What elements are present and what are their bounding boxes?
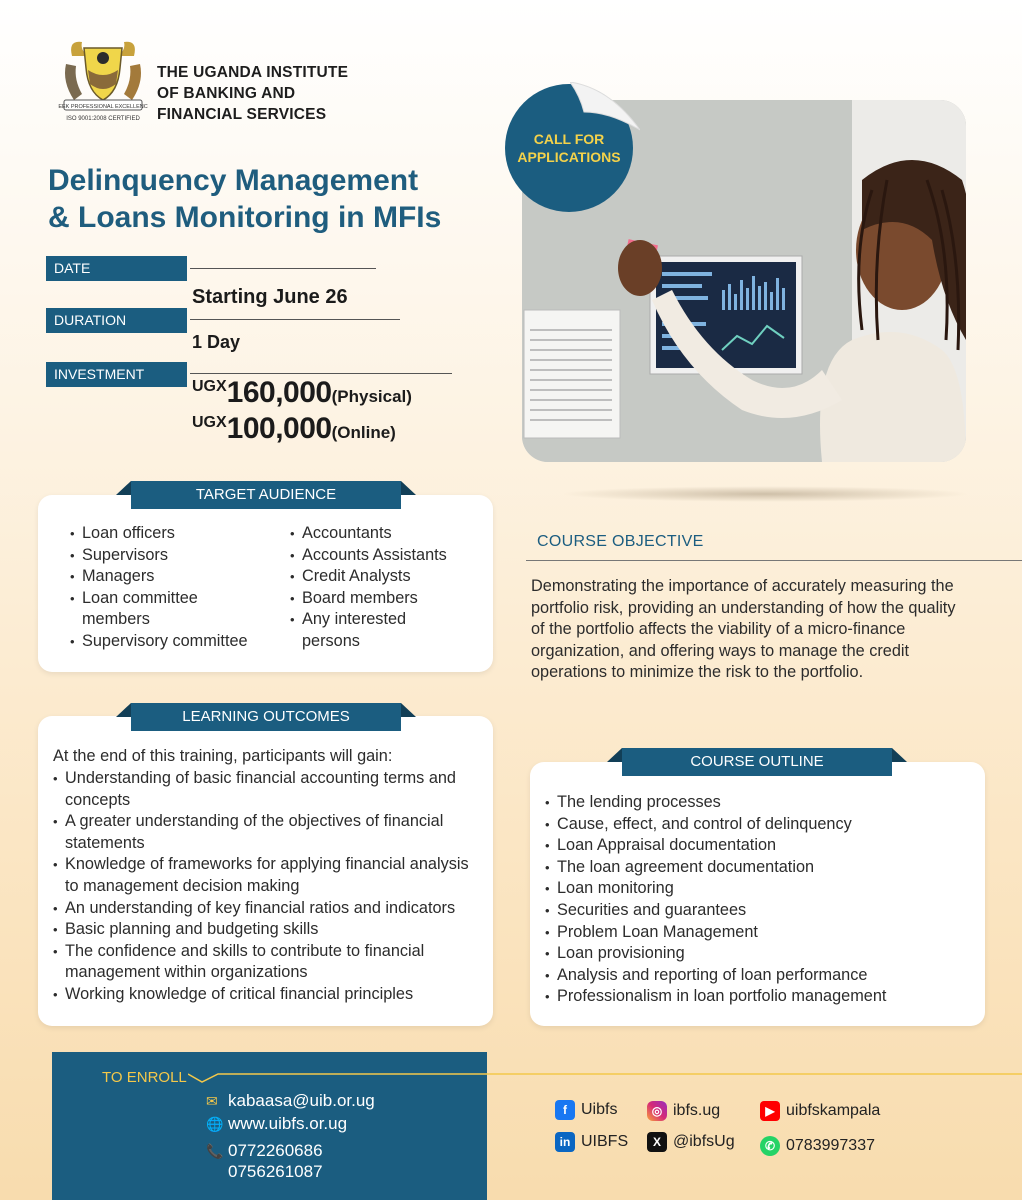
website-text[interactable]: www.uibfs.or.ug xyxy=(228,1114,348,1133)
list-item: • Accounts Assistants xyxy=(290,545,470,567)
enroll-divider xyxy=(188,1070,1022,1084)
list-item: • Analysis and reporting of loan performance xyxy=(545,965,965,987)
phone-text-1[interactable]: 0772260686 xyxy=(228,1141,323,1160)
ribbon-fold xyxy=(892,748,907,762)
website-contact[interactable] xyxy=(206,1114,347,1134)
list-item: • The lending processes xyxy=(545,792,965,814)
phone-contact-2[interactable] xyxy=(228,1162,323,1182)
list-item: • Loan officers xyxy=(70,523,270,545)
duration-label: DURATION xyxy=(46,308,187,333)
list-item: • Knowledge of frameworks for applying financial analysis to management decision making xyxy=(53,854,483,897)
page-curl-icon xyxy=(570,82,640,132)
email-icon: ✉ xyxy=(206,1093,218,1109)
iso-certification: ISO 9001:2008 CERTIFIED xyxy=(66,116,140,122)
price-mode: (Online) xyxy=(331,423,396,442)
ribbon-fold xyxy=(607,748,622,762)
list-item: • Supervisors xyxy=(70,545,270,567)
globe-icon: 🌐 xyxy=(206,1116,224,1132)
x-icon: X xyxy=(647,1132,667,1152)
organization-name xyxy=(157,62,377,125)
ribbon-fold xyxy=(401,481,416,495)
youtube-handle[interactable]: uibfskampala xyxy=(786,1102,881,1119)
org-name-line: THE UGANDA INSTITUTE xyxy=(157,64,349,81)
price-online xyxy=(192,412,396,446)
list-item: • Working knowledge of critical financial principles xyxy=(53,984,483,1006)
price-amount: 160,000 xyxy=(226,376,332,409)
price-physical xyxy=(192,376,412,410)
whatsapp-icon: ✆ xyxy=(760,1136,780,1156)
divider xyxy=(190,268,376,269)
course-objective-text: Demonstrating the importance of accurately measuring the portfolio risk, providing an understanding of how the quality of the portfolio affects the viability of a micro-finance organization, and offering ways to manage the credit operations to minimize the risk to the portfolio. xyxy=(531,577,956,682)
price-amount: 100,000 xyxy=(226,412,332,445)
list-item: • Accountants xyxy=(290,523,470,545)
list-item: • Board members xyxy=(290,588,470,610)
list-item: • Loan monitoring xyxy=(545,878,965,900)
course-outline-heading: COURSE OUTLINE xyxy=(622,748,892,776)
badge-line: APPLICATIONS xyxy=(517,149,621,165)
course-objective-heading: COURSE OBJECTIVE xyxy=(537,533,704,550)
org-name-line: FINANCIAL SERVICES xyxy=(157,106,327,123)
uibfs-logo xyxy=(58,34,148,124)
whatsapp-link[interactable] xyxy=(760,1136,875,1156)
list-item: • Loan committee members xyxy=(70,588,220,631)
course-title xyxy=(48,162,488,236)
list-item: • Securities and guarantees xyxy=(545,900,965,922)
audience-list-right xyxy=(290,523,470,653)
course-title-line: & Loans Monitoring in MFIs xyxy=(48,201,442,234)
list-item: • The loan agreement documentation xyxy=(545,857,965,879)
divider xyxy=(190,319,400,320)
x-handle[interactable]: @ibfsUg xyxy=(673,1133,735,1150)
price-currency: UGX xyxy=(192,414,227,431)
duration-value: 1 Day xyxy=(192,332,241,352)
youtube-link[interactable] xyxy=(760,1101,880,1121)
list-item: • Loan provisioning xyxy=(545,943,965,965)
list-item: • Any interested persons xyxy=(290,609,420,652)
email-contact[interactable] xyxy=(206,1091,375,1111)
ribbon-fold xyxy=(116,481,131,495)
whatsapp-number[interactable]: 0783997337 xyxy=(786,1137,875,1154)
youtube-icon: ▶ xyxy=(760,1101,780,1121)
facebook-icon: f xyxy=(555,1100,575,1120)
list-item: • Understanding of basic financial accounting terms and concepts xyxy=(53,768,483,811)
linkedin-icon: in xyxy=(555,1132,575,1152)
list-item: • A greater understanding of the objectives of financial statements xyxy=(53,811,483,854)
list-item: • Loan Appraisal documentation xyxy=(545,835,965,857)
ribbon-fold xyxy=(116,703,131,717)
ribbon-fold xyxy=(401,703,416,717)
course-outline-list xyxy=(545,792,965,1008)
audience-list-left xyxy=(70,523,270,653)
instagram-link[interactable] xyxy=(647,1101,720,1121)
phone-contact[interactable] xyxy=(206,1141,323,1161)
photo-shadow xyxy=(560,486,970,502)
logo-motto: SEEK PROFESSIONAL EXCELLENCE xyxy=(58,104,148,110)
badge-line: CALL FOR xyxy=(533,131,605,147)
phone-text-2[interactable]: 0756261087 xyxy=(228,1162,323,1181)
instagram-handle[interactable]: ibfs.ug xyxy=(673,1102,721,1119)
price-mode: (Physical) xyxy=(331,387,412,406)
list-item: • An understanding of key financial ratios and indicators xyxy=(53,898,483,920)
linkedin-link[interactable] xyxy=(555,1132,628,1152)
learning-outcomes-list xyxy=(53,768,483,1006)
learning-outcomes-heading: LEARNING OUTCOMES xyxy=(131,703,401,731)
date-value: Starting June 26 xyxy=(192,286,348,308)
list-item: • Problem Loan Management xyxy=(545,922,965,944)
org-name-line: OF BANKING AND xyxy=(157,85,296,102)
list-item: • Credit Analysts xyxy=(290,566,470,588)
divider xyxy=(190,373,452,374)
list-item: • Professionalism in loan portfolio management xyxy=(545,986,965,1008)
facebook-handle[interactable]: Uibfs xyxy=(581,1101,618,1118)
phone-icon: 📞 xyxy=(206,1143,224,1159)
learning-outcomes-intro: At the end of this training, participants will gain: xyxy=(53,747,393,765)
date-label: DATE xyxy=(46,256,187,281)
email-text[interactable]: kabaasa@uib.or.ug xyxy=(228,1091,375,1110)
list-item: • The confidence and skills to contribute to financial management within organizations xyxy=(53,941,483,984)
list-item: • Managers xyxy=(70,566,270,588)
price-currency: UGX xyxy=(192,378,227,395)
list-item: • Supervisory committee xyxy=(70,631,270,653)
x-link[interactable] xyxy=(647,1132,735,1152)
to-enroll-heading: TO ENROLL xyxy=(102,1069,187,1086)
linkedin-handle[interactable]: UIBFS xyxy=(581,1133,629,1150)
course-title-line: Delinquency Management xyxy=(48,164,419,197)
instagram-icon: ◎ xyxy=(647,1101,667,1121)
list-item: • Cause, effect, and control of delinquency xyxy=(545,814,965,836)
divider xyxy=(526,560,1022,561)
target-audience-heading: TARGET AUDIENCE xyxy=(131,481,401,509)
facebook-link[interactable] xyxy=(555,1100,617,1120)
list-item: • Basic planning and budgeting skills xyxy=(53,919,483,941)
investment-label: INVESTMENT xyxy=(46,362,187,387)
